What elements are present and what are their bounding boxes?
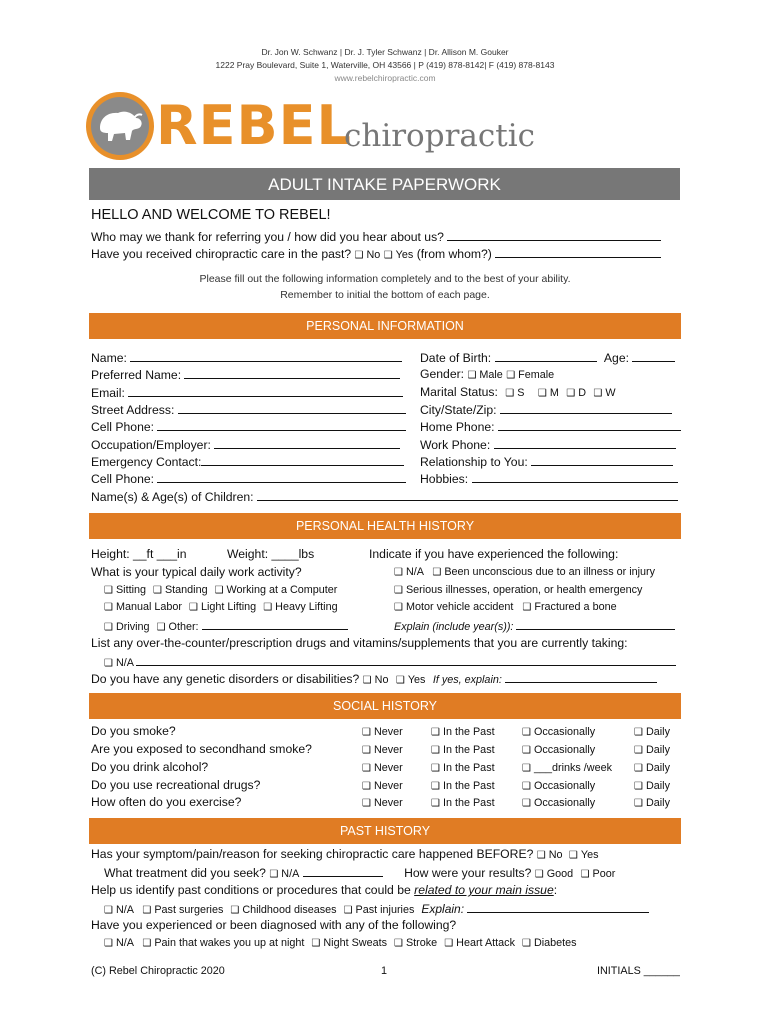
- dob-field[interactable]: [495, 350, 597, 362]
- name-field[interactable]: [130, 350, 402, 362]
- injuries-checkbox[interactable]: ❑: [343, 905, 353, 916]
- smoke-never-checkbox[interactable]: ❑: [362, 727, 371, 738]
- age-field[interactable]: [632, 350, 675, 362]
- hobbies-field[interactable]: [472, 471, 678, 483]
- secondhand-never-checkbox[interactable]: ❑: [362, 745, 371, 756]
- night-sweats-label: Night Sweats: [323, 937, 387, 949]
- doctor-names: Dr. Jon W. Schwanz | Dr. J. Tyler Schwanz | Dr. Allison M. Gouker: [261, 47, 509, 57]
- past-label: In the Past: [442, 744, 495, 756]
- recreational-question: Do you use recreational drugs?: [91, 778, 261, 792]
- mva-label: Motor vehicle accident: [405, 601, 514, 613]
- explain-label: Explain:: [421, 902, 465, 916]
- daily-label: Daily: [645, 762, 670, 774]
- relationship-field[interactable]: [531, 454, 673, 466]
- page-number: 1: [381, 965, 388, 977]
- other-field[interactable]: [202, 618, 348, 630]
- yes-label: Yes: [395, 249, 414, 261]
- drugs-occasionally-checkbox[interactable]: ❑: [522, 781, 531, 792]
- gender-label: Gender:: [420, 367, 465, 381]
- logo-wordmark: REBEL: [156, 94, 352, 157]
- divorced-label: D: [578, 387, 586, 399]
- night-sweats-checkbox[interactable]: ❑: [311, 938, 321, 949]
- street-label: Street Address:: [91, 403, 175, 417]
- genetic-yes-checkbox[interactable]: ❑: [395, 675, 405, 686]
- daily-label: Daily: [645, 726, 670, 738]
- conditions-na-checkbox[interactable]: ❑: [104, 905, 113, 916]
- smoke-past-checkbox[interactable]: ❑: [431, 727, 440, 738]
- work-phone-label: Work Phone:: [420, 438, 491, 452]
- drugs-daily-checkbox[interactable]: ❑: [634, 781, 643, 792]
- single-label: S: [517, 387, 525, 399]
- serious-illness-checkbox[interactable]: ❑: [394, 585, 403, 596]
- diagnosed-na-label: N/A: [115, 937, 134, 949]
- married-label: M: [549, 387, 559, 399]
- genetic-explain-field[interactable]: [505, 671, 657, 683]
- divorced-checkbox[interactable]: ❑: [566, 388, 576, 399]
- before-question: Has your symptom/pain/reason for seeking chiropractic care happened BEFORE?: [91, 847, 534, 861]
- light-lifting-checkbox[interactable]: ❑: [189, 602, 198, 613]
- manual-labor-checkbox[interactable]: ❑: [104, 602, 113, 613]
- daily-label: Daily: [645, 744, 670, 756]
- explain-year-label: Explain (include year(s)):: [394, 621, 514, 633]
- genetic-yes-label: Yes: [407, 674, 426, 686]
- secondhand-daily-checkbox[interactable]: ❑: [634, 745, 643, 756]
- city-field[interactable]: [500, 402, 672, 414]
- before-no-label: No: [548, 849, 563, 861]
- referral-label: Who may we thank for referring you / how did you hear about us?: [91, 230, 444, 244]
- genetic-no-checkbox[interactable]: ❑: [362, 675, 372, 686]
- city-label: City/State/Zip:: [420, 403, 497, 417]
- exercise-question: How often do you exercise?: [91, 795, 242, 809]
- poor-label: Poor: [592, 868, 616, 880]
- sitting-checkbox[interactable]: ❑: [104, 585, 113, 596]
- before-yes-label: Yes: [580, 849, 599, 861]
- alcohol-question: Do you drink alcohol?: [91, 760, 209, 774]
- fracture-label: Fractured a bone: [534, 601, 617, 613]
- results-question: How were your results?: [404, 866, 532, 880]
- initial-note: Remember to initial the bottom of each page.: [280, 289, 490, 301]
- emergency-cell-label: Cell Phone:: [91, 472, 155, 486]
- marital-label: Marital Status:: [420, 385, 498, 399]
- diabetes-label: Diabetes: [533, 937, 577, 949]
- identify-emphasis: related to your main issue: [414, 883, 554, 897]
- computer-label: Working at a Computer: [226, 584, 338, 596]
- indicate-heading: Indicate if you have experienced the following:: [369, 547, 619, 561]
- activity-question: What is your typical daily work activity?: [91, 565, 302, 579]
- alcohol-drinks-checkbox[interactable]: ❑: [522, 763, 531, 774]
- cell-phone-field[interactable]: [157, 419, 406, 431]
- past-care-yes-checkbox[interactable]: ❑: [383, 250, 393, 261]
- hobbies-label: Hobbies:: [420, 472, 469, 486]
- drugs-past-checkbox[interactable]: ❑: [431, 781, 440, 792]
- smoke-question: Do you smoke?: [91, 724, 176, 738]
- computer-checkbox[interactable]: ❑: [214, 585, 224, 596]
- diagnosed-na-checkbox[interactable]: ❑: [104, 938, 113, 949]
- never-label: Never: [373, 726, 403, 738]
- light-lifting-label: Light Lifting: [200, 601, 257, 613]
- exercise-occasionally-checkbox[interactable]: ❑: [522, 798, 531, 809]
- copyright-footer: (C) Rebel Chiropractic 2020: [91, 965, 225, 977]
- driving-checkbox[interactable]: ❑: [104, 622, 113, 633]
- weight-field[interactable]: Weight: ____lbs: [227, 547, 315, 561]
- children-label: Name(s) & Age(s) of Children:: [91, 490, 254, 504]
- past-label: In the Past: [442, 780, 495, 792]
- past-history-bar: PAST HISTORY: [89, 818, 681, 844]
- height-field[interactable]: Height: __ft ___in: [91, 547, 187, 561]
- drugs-never-checkbox[interactable]: ❑: [362, 781, 371, 792]
- conditions-explain-field[interactable]: [467, 901, 649, 913]
- drugs-na-checkbox[interactable]: ❑: [104, 658, 113, 669]
- sitting-label: Sitting: [115, 584, 146, 596]
- past-care-label: Have you received chiropractic care in the past?: [91, 247, 352, 261]
- street-field[interactable]: [178, 402, 406, 414]
- never-label: Never: [373, 780, 403, 792]
- secondhand-question: Are you exposed to secondhand smoke?: [91, 742, 312, 756]
- genetic-no-label: No: [374, 674, 389, 686]
- results-good-checkbox[interactable]: ❑: [534, 869, 544, 880]
- home-phone-label: Home Phone:: [420, 420, 495, 434]
- exercise-never-checkbox[interactable]: ❑: [362, 798, 371, 809]
- referral-field[interactable]: [447, 229, 661, 241]
- alcohol-daily-checkbox[interactable]: ❑: [634, 763, 643, 774]
- personal-info-bar: PERSONAL INFORMATION: [89, 313, 681, 339]
- surgeries-checkbox[interactable]: ❑: [142, 905, 152, 916]
- night-pain-label: Pain that wakes you up at night: [154, 937, 305, 949]
- married-checkbox[interactable]: ❑: [537, 388, 547, 399]
- surgeries-label: Past surgeries: [154, 904, 224, 916]
- childhood-checkbox[interactable]: ❑: [230, 905, 240, 916]
- smoke-daily-checkbox[interactable]: ❑: [634, 727, 643, 738]
- drugs-field[interactable]: [136, 654, 676, 666]
- clinic-address: 1222 Pray Boulevard, Suite 1, Waterville, OH 43566 | P (419) 878-8142| F (419) 878-8143: [215, 60, 555, 70]
- experience-na-label: N/A: [405, 566, 424, 578]
- female-checkbox[interactable]: ❑: [506, 370, 516, 381]
- dob-label: Date of Birth:: [420, 351, 492, 365]
- email-field[interactable]: [128, 385, 403, 397]
- past-care-no-checkbox[interactable]: ❑: [354, 250, 364, 261]
- instruction-note: Please fill out the following information completely and to the best of your ability.: [199, 273, 571, 285]
- emergency-cell-field[interactable]: [157, 471, 406, 483]
- occasionally-label: Occasionally: [533, 797, 596, 809]
- occupation-field[interactable]: [214, 437, 400, 449]
- emergency-contact-label: Emergency Contact:: [91, 455, 202, 469]
- before-yes-checkbox[interactable]: ❑: [568, 850, 578, 861]
- female-label: Female: [518, 369, 555, 381]
- preferred-name-label: Preferred Name:: [91, 368, 182, 382]
- stroke-checkbox[interactable]: ❑: [394, 938, 403, 949]
- home-phone-field[interactable]: [498, 419, 681, 431]
- alcohol-never-checkbox[interactable]: ❑: [362, 763, 371, 774]
- daily-label: Daily: [645, 797, 670, 809]
- logo-subtitle: chiropractic: [344, 118, 535, 154]
- alcohol-past-checkbox[interactable]: ❑: [431, 763, 440, 774]
- experience-na-checkbox[interactable]: ❑: [394, 567, 403, 578]
- diagnosed-question: Have you experienced or been diagnosed with any of the following?: [91, 918, 457, 932]
- age-label: Age:: [603, 351, 629, 365]
- if-yes-label: If yes, explain:: [432, 674, 502, 686]
- never-label: Never: [373, 797, 403, 809]
- never-label: Never: [373, 744, 403, 756]
- driving-label: Driving: [115, 621, 150, 633]
- fracture-checkbox[interactable]: ❑: [522, 602, 532, 613]
- treatment-na-label: N/A: [281, 868, 300, 880]
- occasionally-label: Occasionally: [533, 780, 596, 792]
- heart-attack-checkbox[interactable]: ❑: [444, 938, 454, 949]
- widowed-label: W: [605, 387, 616, 399]
- treatment-na-checkbox[interactable]: ❑: [269, 869, 279, 880]
- conditions-na-label: N/A: [115, 904, 134, 916]
- good-label: Good: [546, 868, 574, 880]
- standing-label: Standing: [164, 584, 208, 596]
- secondhand-past-checkbox[interactable]: ❑: [431, 745, 440, 756]
- results-poor-checkbox[interactable]: ❑: [580, 869, 590, 880]
- exercise-daily-checkbox[interactable]: ❑: [634, 798, 643, 809]
- night-pain-checkbox[interactable]: ❑: [142, 938, 152, 949]
- email-label: Email:: [91, 386, 125, 400]
- male-checkbox[interactable]: ❑: [467, 370, 477, 381]
- drinks-per-week-field[interactable]: ___drinks /week: [533, 762, 612, 774]
- preferred-name-field[interactable]: [184, 367, 400, 379]
- heart-attack-label: Heart Attack: [456, 937, 515, 949]
- standing-checkbox[interactable]: ❑: [152, 585, 162, 596]
- from-whom-field[interactable]: [495, 246, 661, 258]
- exercise-past-checkbox[interactable]: ❑: [431, 798, 440, 809]
- children-field[interactable]: [257, 489, 678, 501]
- serious-illness-label: Serious illnesses, operation, or health emergency: [405, 584, 643, 596]
- heavy-lifting-checkbox[interactable]: ❑: [263, 602, 273, 613]
- drugs-na-label: N/A: [115, 657, 134, 669]
- unconscious-checkbox[interactable]: ❑: [432, 567, 442, 578]
- unconscious-label: Been unconscious due to an illness or injury: [444, 566, 656, 578]
- heavy-lifting-label: Heavy Lifting: [275, 601, 338, 613]
- website-link[interactable]: www.rebelchiropractic.com: [334, 73, 436, 83]
- treatment-question: What treatment did you seek?: [104, 866, 266, 880]
- relationship-label: Relationship to You:: [420, 455, 528, 469]
- initials-field[interactable]: INITIALS ______: [597, 965, 680, 977]
- genetic-question: Do you have any genetic disorders or disabilities?: [91, 672, 360, 686]
- occasionally-label: Occasionally: [533, 744, 596, 756]
- occupation-label: Occupation/Employer:: [91, 438, 211, 452]
- past-label: In the Past: [442, 726, 495, 738]
- diabetes-checkbox[interactable]: ❑: [521, 938, 531, 949]
- identify-prompt: Help us identify past conditions or procedures that could be: [91, 883, 415, 897]
- daily-label: Daily: [645, 780, 670, 792]
- name-label: Name:: [91, 351, 127, 365]
- cell-phone-label: Cell Phone:: [91, 420, 155, 434]
- before-no-checkbox[interactable]: ❑: [536, 850, 546, 861]
- occasionally-label: Occasionally: [533, 726, 596, 738]
- widowed-checkbox[interactable]: ❑: [593, 388, 603, 399]
- identify-colon: :: [553, 883, 558, 897]
- drugs-question: List any over-the-counter/prescription drugs and vitamins/supplements that you are currently taking:: [91, 636, 628, 650]
- male-label: Male: [479, 369, 503, 381]
- past-label: In the Past: [442, 762, 495, 774]
- emergency-contact-field[interactable]: [201, 454, 404, 466]
- social-history-bar: SOCIAL HISTORY: [89, 693, 681, 719]
- other-checkbox[interactable]: ❑: [156, 622, 166, 633]
- past-label: In the Past: [442, 797, 495, 809]
- secondhand-occasionally-checkbox[interactable]: ❑: [522, 745, 531, 756]
- mva-checkbox[interactable]: ❑: [394, 602, 403, 613]
- buffalo-logo-icon: [86, 92, 154, 160]
- stroke-label: Stroke: [405, 937, 438, 949]
- from-whom-label: (from whom?): [416, 247, 492, 261]
- health-history-bar: PERSONAL HEALTH HISTORY: [89, 513, 681, 539]
- treatment-field[interactable]: [303, 865, 383, 877]
- never-label: Never: [373, 762, 403, 774]
- smoke-occasionally-checkbox[interactable]: ❑: [522, 727, 531, 738]
- injuries-label: Past injuries: [355, 904, 415, 916]
- childhood-label: Childhood diseases: [242, 904, 337, 916]
- work-phone-field[interactable]: [494, 437, 676, 449]
- single-checkbox[interactable]: ❑: [505, 388, 515, 399]
- form-title: ADULT INTAKE PAPERWORK: [89, 168, 680, 200]
- no-label: No: [366, 249, 381, 261]
- explain-year-field[interactable]: [516, 618, 675, 630]
- manual-labor-label: Manual Labor: [115, 601, 182, 613]
- welcome-heading: HELLO AND WELCOME TO REBEL!: [91, 207, 331, 223]
- other-label: Other:: [168, 621, 199, 633]
- rebel-logo: [86, 92, 535, 164]
